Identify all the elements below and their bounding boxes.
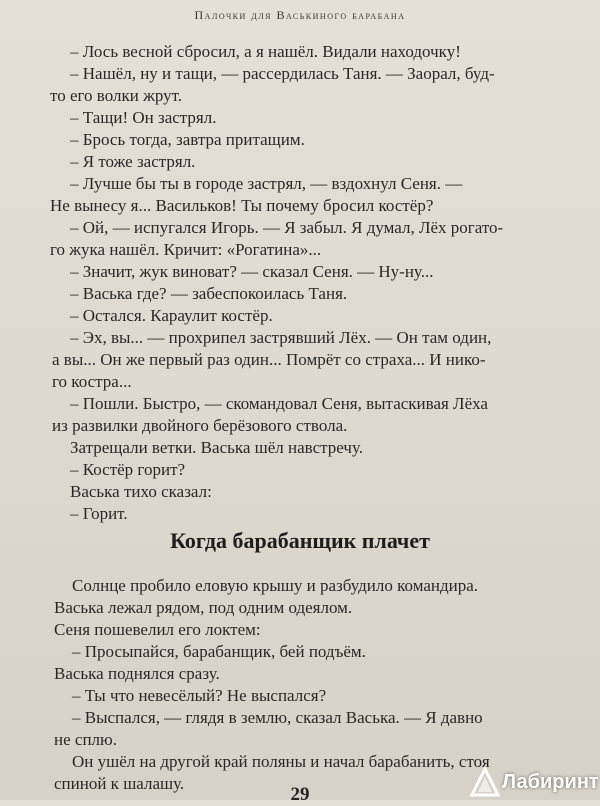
text-line: Солнце пробило еловую крышу и разбудило командира. <box>72 576 479 595</box>
running-head: Палочки для Васькиного барабана <box>194 8 406 22</box>
text-line: – Просыпайся, барабанщик, бей подъём. <box>72 642 366 661</box>
text-line: – Значит, жук виноват? — сказал Сеня. — Ну-ну... <box>70 262 434 281</box>
text-line: – Брось тогда, завтра притащим. <box>70 130 305 149</box>
page-number: 29 <box>290 784 310 805</box>
text-line: не сплю. <box>54 730 117 749</box>
text-line: Не вынесу я... Васильков! Ты почему бросил костёр? <box>50 196 434 215</box>
text-line: го жука нашёл. Кричит: «Рогатина»... <box>50 240 322 259</box>
text-line: – Остался. Караулит костёр. <box>70 306 273 325</box>
text-line: Затрещали ветки. Васька шёл навстречу. <box>70 438 364 457</box>
text-line: – Лучше бы ты в городе застрял, — вздохнул Сеня. — <box>70 174 463 193</box>
text-line: а вы... Он же первый раз один... Помрёт со страха... И нико- <box>52 350 486 369</box>
labirint-logo-icon <box>470 767 500 797</box>
text-line: – Горит. <box>70 504 128 523</box>
text-line: – Тащи! Он застрял. <box>70 108 217 127</box>
text-line: го костра... <box>52 372 132 391</box>
text-line: – Выспался, — глядя в землю, сказал Васька. — Я давно <box>72 708 483 727</box>
text-line: – Ты что невесёлый? Не выспался? <box>72 686 327 705</box>
text-line: – Пошли. Быстро, — скомандовал Сеня, вытаскивая Лёха <box>70 394 488 413</box>
chapter-title: Когда барабанщик плачет <box>170 528 430 553</box>
text-line: – Васька где? — забеспокоилась Таня. <box>70 284 348 303</box>
text-line: – Я тоже застрял. <box>70 152 196 171</box>
text-line: спиной к шалашу. <box>54 774 185 793</box>
text-line: Васька тихо сказал: <box>70 482 212 501</box>
text-line: из развилки двойного берёзового ствола. <box>52 416 348 435</box>
text-line: Васька лежал рядом, под одним одеялом. <box>54 598 353 617</box>
text-line: – Ой, — испугался Игорь. — Я забыл. Я думал, Лёх рогато- <box>70 218 504 237</box>
text-line: то его волки жрут. <box>50 86 182 105</box>
text-line: – Костёр горит? <box>70 460 186 479</box>
watermark-text: Лабиринт <box>502 770 599 793</box>
text-line: Сеня пошевелил его локтем: <box>54 620 261 639</box>
text-line: – Нашёл, ну и тащи, — рассердилась Таня. — Заорал, буд- <box>70 64 495 83</box>
text-line: Он ушёл на другой край поляны и начал барабанить, стоя <box>72 752 490 771</box>
labirint-watermark <box>470 762 600 802</box>
text-line: Васька поднялся сразу. <box>54 664 220 683</box>
text-line: – Лось весной сбросил, а я нашёл. Видали находочку! <box>70 42 461 61</box>
text-line: – Эх, вы... — прохрипел застрявший Лёх. — Он там один, <box>70 328 492 347</box>
